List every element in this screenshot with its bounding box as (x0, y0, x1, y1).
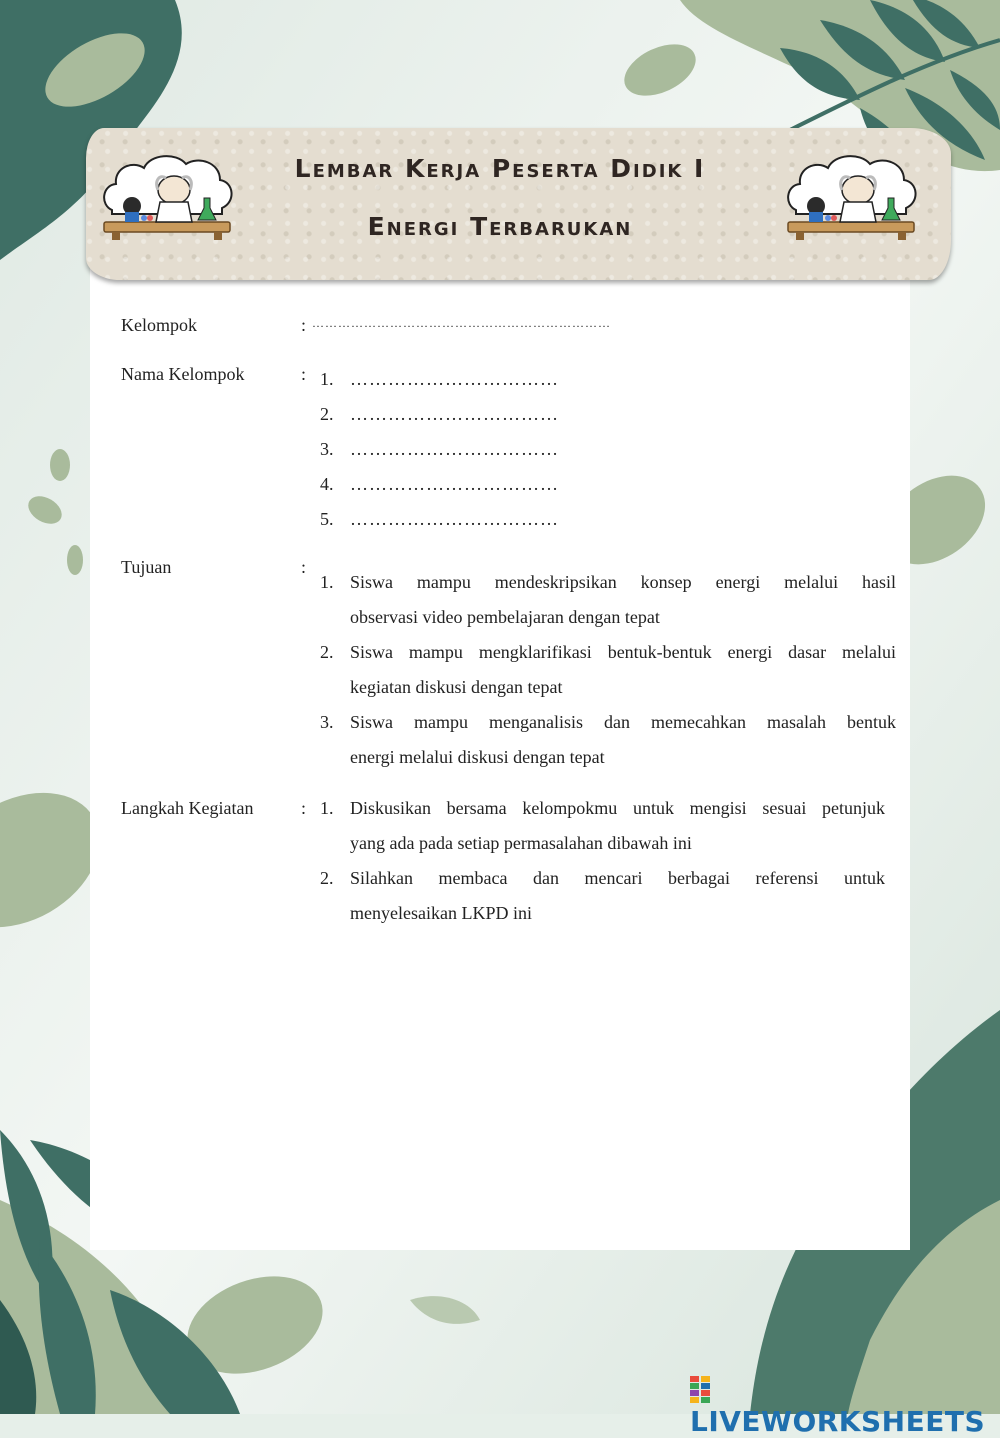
member-name-field[interactable]: …………………………… (350, 439, 559, 459)
kelompok-label: Kelompok (121, 315, 197, 335)
member-name-field[interactable]: …………………………… (350, 404, 559, 424)
member-name-field[interactable]: …………………………… (350, 474, 559, 494)
tujuan-number: 3. (320, 712, 334, 732)
liveworksheets-brand[interactable] (690, 1372, 1000, 1438)
tujuan-item-line: Siswa mampu mengklarifikasi bentuk-bentuk energi dasar melalui (350, 642, 896, 662)
langkah-number: 1. (320, 798, 334, 818)
member-number: 5. (320, 509, 334, 529)
kelompok-colon: : (301, 315, 307, 335)
tujuan-item-line: energi melalui diskusi dengan tepat (350, 747, 605, 767)
nama-kelompok-label: Nama Kelompok (121, 364, 245, 384)
page-title: Lembar Kerja Peserta Didik I (294, 154, 706, 183)
tujuan-item-line: Siswa mampu mendeskripsikan konsep energi melalui hasil (350, 572, 896, 592)
tujuan-item-line: kegiatan diskusi dengan tepat (350, 677, 563, 697)
member-name-field[interactable]: …………………………… (350, 509, 559, 529)
tujuan-number: 2. (320, 642, 334, 662)
langkah-kegiatan-label: Langkah Kegiatan (121, 798, 254, 818)
tujuan-label: Tujuan (121, 557, 172, 577)
nama-kelompok-colon: : (301, 364, 307, 384)
langkah-item-line: Diskusikan bersama kelompokmu untuk mengisi sesuai petunjuk (350, 798, 885, 818)
tujuan-item-line: Siswa mampu menganalisis dan memecahkan masalah bentuk (350, 712, 896, 732)
member-number: 2. (320, 404, 334, 424)
langkah-item-line: Silahkan membaca dan mencari berbagai referensi untuk (350, 868, 885, 888)
tujuan-item-line: observasi video pembelajaran dengan tepat (350, 607, 660, 627)
liveworksheets-logo-icon (690, 1376, 710, 1404)
page-subtitle: Energi Terbarukan (367, 212, 633, 241)
member-name-field[interactable]: …………………………… (350, 369, 559, 389)
member-number: 4. (320, 474, 334, 494)
tujuan-number: 1. (320, 572, 334, 592)
member-number: 3. (320, 439, 334, 459)
langkah-number: 2. (320, 868, 334, 888)
langkah-item-line: yang ada pada setiap permasalahan dibawah ini (350, 833, 692, 853)
member-number: 1. (320, 369, 334, 389)
langkah-item-line: menyelesaikan LKPD ini (350, 903, 532, 923)
kelompok-field[interactable]: …………………………………………………………… (312, 316, 611, 330)
tujuan-colon: : (301, 557, 307, 577)
langkah-kegiatan-colon: : (301, 798, 307, 818)
brand-name: LIVEWORKSHEETS (690, 1405, 986, 1438)
